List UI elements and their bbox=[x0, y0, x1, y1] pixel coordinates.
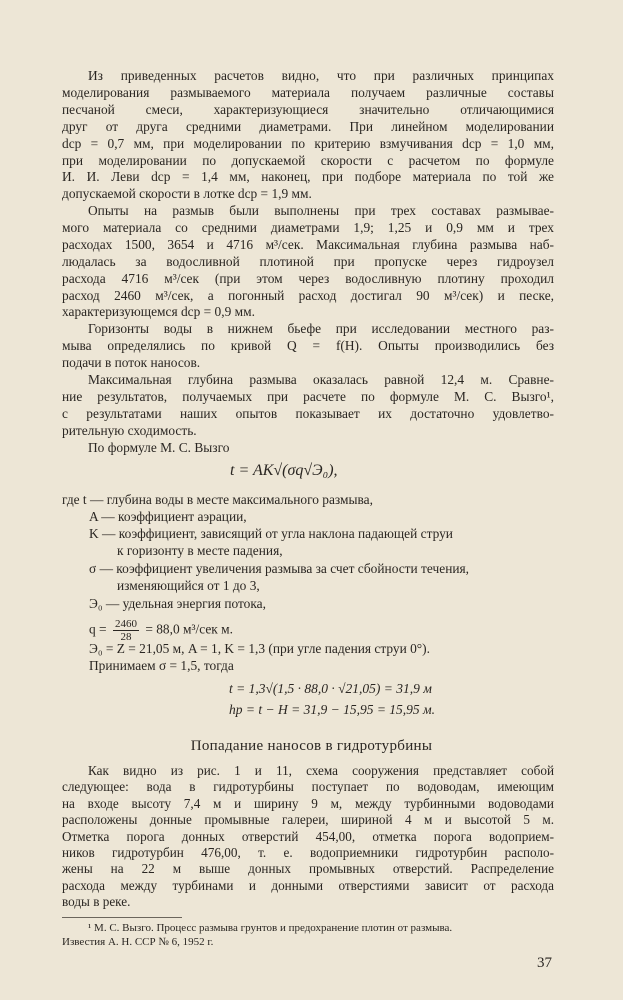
footnote bbox=[62, 921, 554, 949]
page-number: 37 bbox=[537, 955, 552, 971]
def-k-cont: к горизонту в месте падения, bbox=[117, 543, 283, 558]
def-t: где t — глубина воды в месте максимального размыва, bbox=[62, 492, 373, 507]
def-a: A — коэффициент аэрации, bbox=[89, 509, 247, 524]
text-line: с результатами наших опытов показывает их достаточно удовлетво- bbox=[62, 405, 554, 421]
text-line: жены на 22 м выше донных промывных отверстий. Распределение bbox=[62, 861, 554, 877]
text-line: при моделировании по допускаемой скорости с расчетом по формуле bbox=[62, 152, 554, 168]
text-line: расходах 1500, 3654 и 4716 м³/сек. Максимальная глубина размыва наб- bbox=[62, 236, 554, 252]
q-denominator: 28 bbox=[120, 631, 132, 643]
text-line: Отметка порога донных отверстий 454,00, отметка порога водоприем- bbox=[62, 828, 554, 844]
q-left: q = bbox=[89, 621, 107, 637]
text-line: мыва определялись по кривой Q = f(H). Опыты производились без bbox=[62, 337, 554, 353]
text-line: подачи в поток наносов. bbox=[62, 354, 201, 370]
text-line: на входе высоту 7,4 м и ширину 9 м, между турбинными водоводами bbox=[62, 795, 554, 811]
def-sigma: σ — коэффициент увеличения размыва за счет сбойности течения, bbox=[89, 561, 470, 576]
def-sigma-cont: изменяющийся от 1 до 3, bbox=[117, 578, 260, 593]
text-line: Как видно из рис. 1 и 11, схема сооружения представляет собой bbox=[88, 763, 554, 778]
formula-intro: По формуле М. С. Вызго bbox=[88, 440, 230, 455]
paragraph-scheme bbox=[62, 763, 554, 911]
text-line: людалась за водосливной плотиной при пропуске через гидроузел bbox=[62, 253, 554, 269]
formula-main: t = AK√(σq√Э₀), bbox=[230, 462, 338, 479]
text-line: Горизонты воды в нижнем бьефе при исследовании местного раз- bbox=[88, 321, 554, 336]
text-line: песчаной смеси, характеризующиеся значительно отличающимися bbox=[62, 101, 554, 117]
footnote-line: Известия А. Н. ССР № 6, 1952 г. bbox=[62, 936, 214, 948]
text-line: ние результатов, получаемых при расчете по формуле М. С. Вызго¹, bbox=[62, 388, 554, 404]
text-line: Опыты на размыв были выполнены при трех составах размывае- bbox=[88, 203, 554, 218]
q-numerator: 2460 bbox=[114, 618, 137, 630]
calc-scour: hр = t − H = 31,9 − 15,95 = 15,95 м. bbox=[229, 702, 436, 717]
text-line: воды в реке. bbox=[62, 894, 131, 910]
footnote-line: ¹ М. С. Вызго. Процесс размыва грунтов и предохранение плотин от размыва. bbox=[88, 922, 453, 934]
assume-line: Принимаем σ = 1,5, тогда bbox=[89, 658, 234, 673]
text-line: расход 2460 м³/сек, а погонный расход достигал 90 м³/сек) и песке, bbox=[62, 287, 554, 303]
section-heading: Попадание наносов в гидротурбины bbox=[190, 738, 433, 754]
text-line: моделирования размываемого материала получаем различные составы bbox=[62, 84, 554, 100]
text-line: ников гидротурбин 476,00, т. е. водоприемники гидротурбин располо- bbox=[62, 845, 554, 861]
footnote-rule bbox=[62, 917, 182, 918]
q-right: = 88,0 м³/сек м. bbox=[145, 621, 233, 637]
paragraph-max-depth bbox=[62, 372, 554, 440]
paragraph-model-results bbox=[62, 68, 554, 203]
text-line: Из приведенных расчетов видно, что при различных принципах bbox=[88, 68, 554, 83]
text-line: dср = 0,7 мм, при моделировании по критерию взмучивания dср = 1,0 мм, bbox=[62, 135, 554, 151]
text-line: расхода между турбинами и донными отверстиями зависит от расхода bbox=[62, 877, 554, 893]
paragraph-experiments bbox=[62, 203, 554, 321]
def-k: K — коэффициент, зависящий от угла наклона падающей струи bbox=[89, 526, 453, 541]
q-fraction bbox=[113, 618, 139, 643]
text-line: характеризующемся dср = 0,9 мм. bbox=[62, 304, 255, 320]
text-line: расхода 4716 м³/сек (при этом через водосливную плотину проходил bbox=[62, 270, 554, 286]
calc-depth: t = 1,3√(1,5 · 88,0 · √21,05) = 31,9 м bbox=[229, 681, 432, 696]
text-line: Максимальная глубина размыва оказалась равной 12,4 м. Сравне- bbox=[88, 372, 554, 387]
text-line: друг от друга средними диаметрами. При линейном моделировании bbox=[62, 118, 554, 134]
paragraph-water-levels bbox=[62, 321, 554, 372]
text-line: допускаемой скорости в лотке dср = 1,9 мм. bbox=[62, 186, 312, 202]
text-line: И. И. Леви dср = 1,4 мм, наконец, при подборе материала по той же bbox=[62, 169, 554, 185]
def-energy: Э₀ — удельная энергия потока, bbox=[89, 596, 266, 611]
text-line: мого материала со средними диаметрами 1,9; 1,25 и 0,9 мм и трех bbox=[62, 219, 554, 235]
text-line: следующее: вода в гидротурбины поступает по водоводам, имеющим bbox=[62, 779, 554, 795]
text-line: рительную сходимость. bbox=[62, 422, 197, 438]
q-formula bbox=[89, 618, 233, 643]
text-line: расположены донные промывные галереи, шириной 4 м и высотой 5 м. bbox=[62, 812, 554, 828]
def-energy-values: Э₀ = Z = 21,05 м, A = 1, K = 1,3 (при угле падения струи 0°). bbox=[89, 641, 430, 656]
